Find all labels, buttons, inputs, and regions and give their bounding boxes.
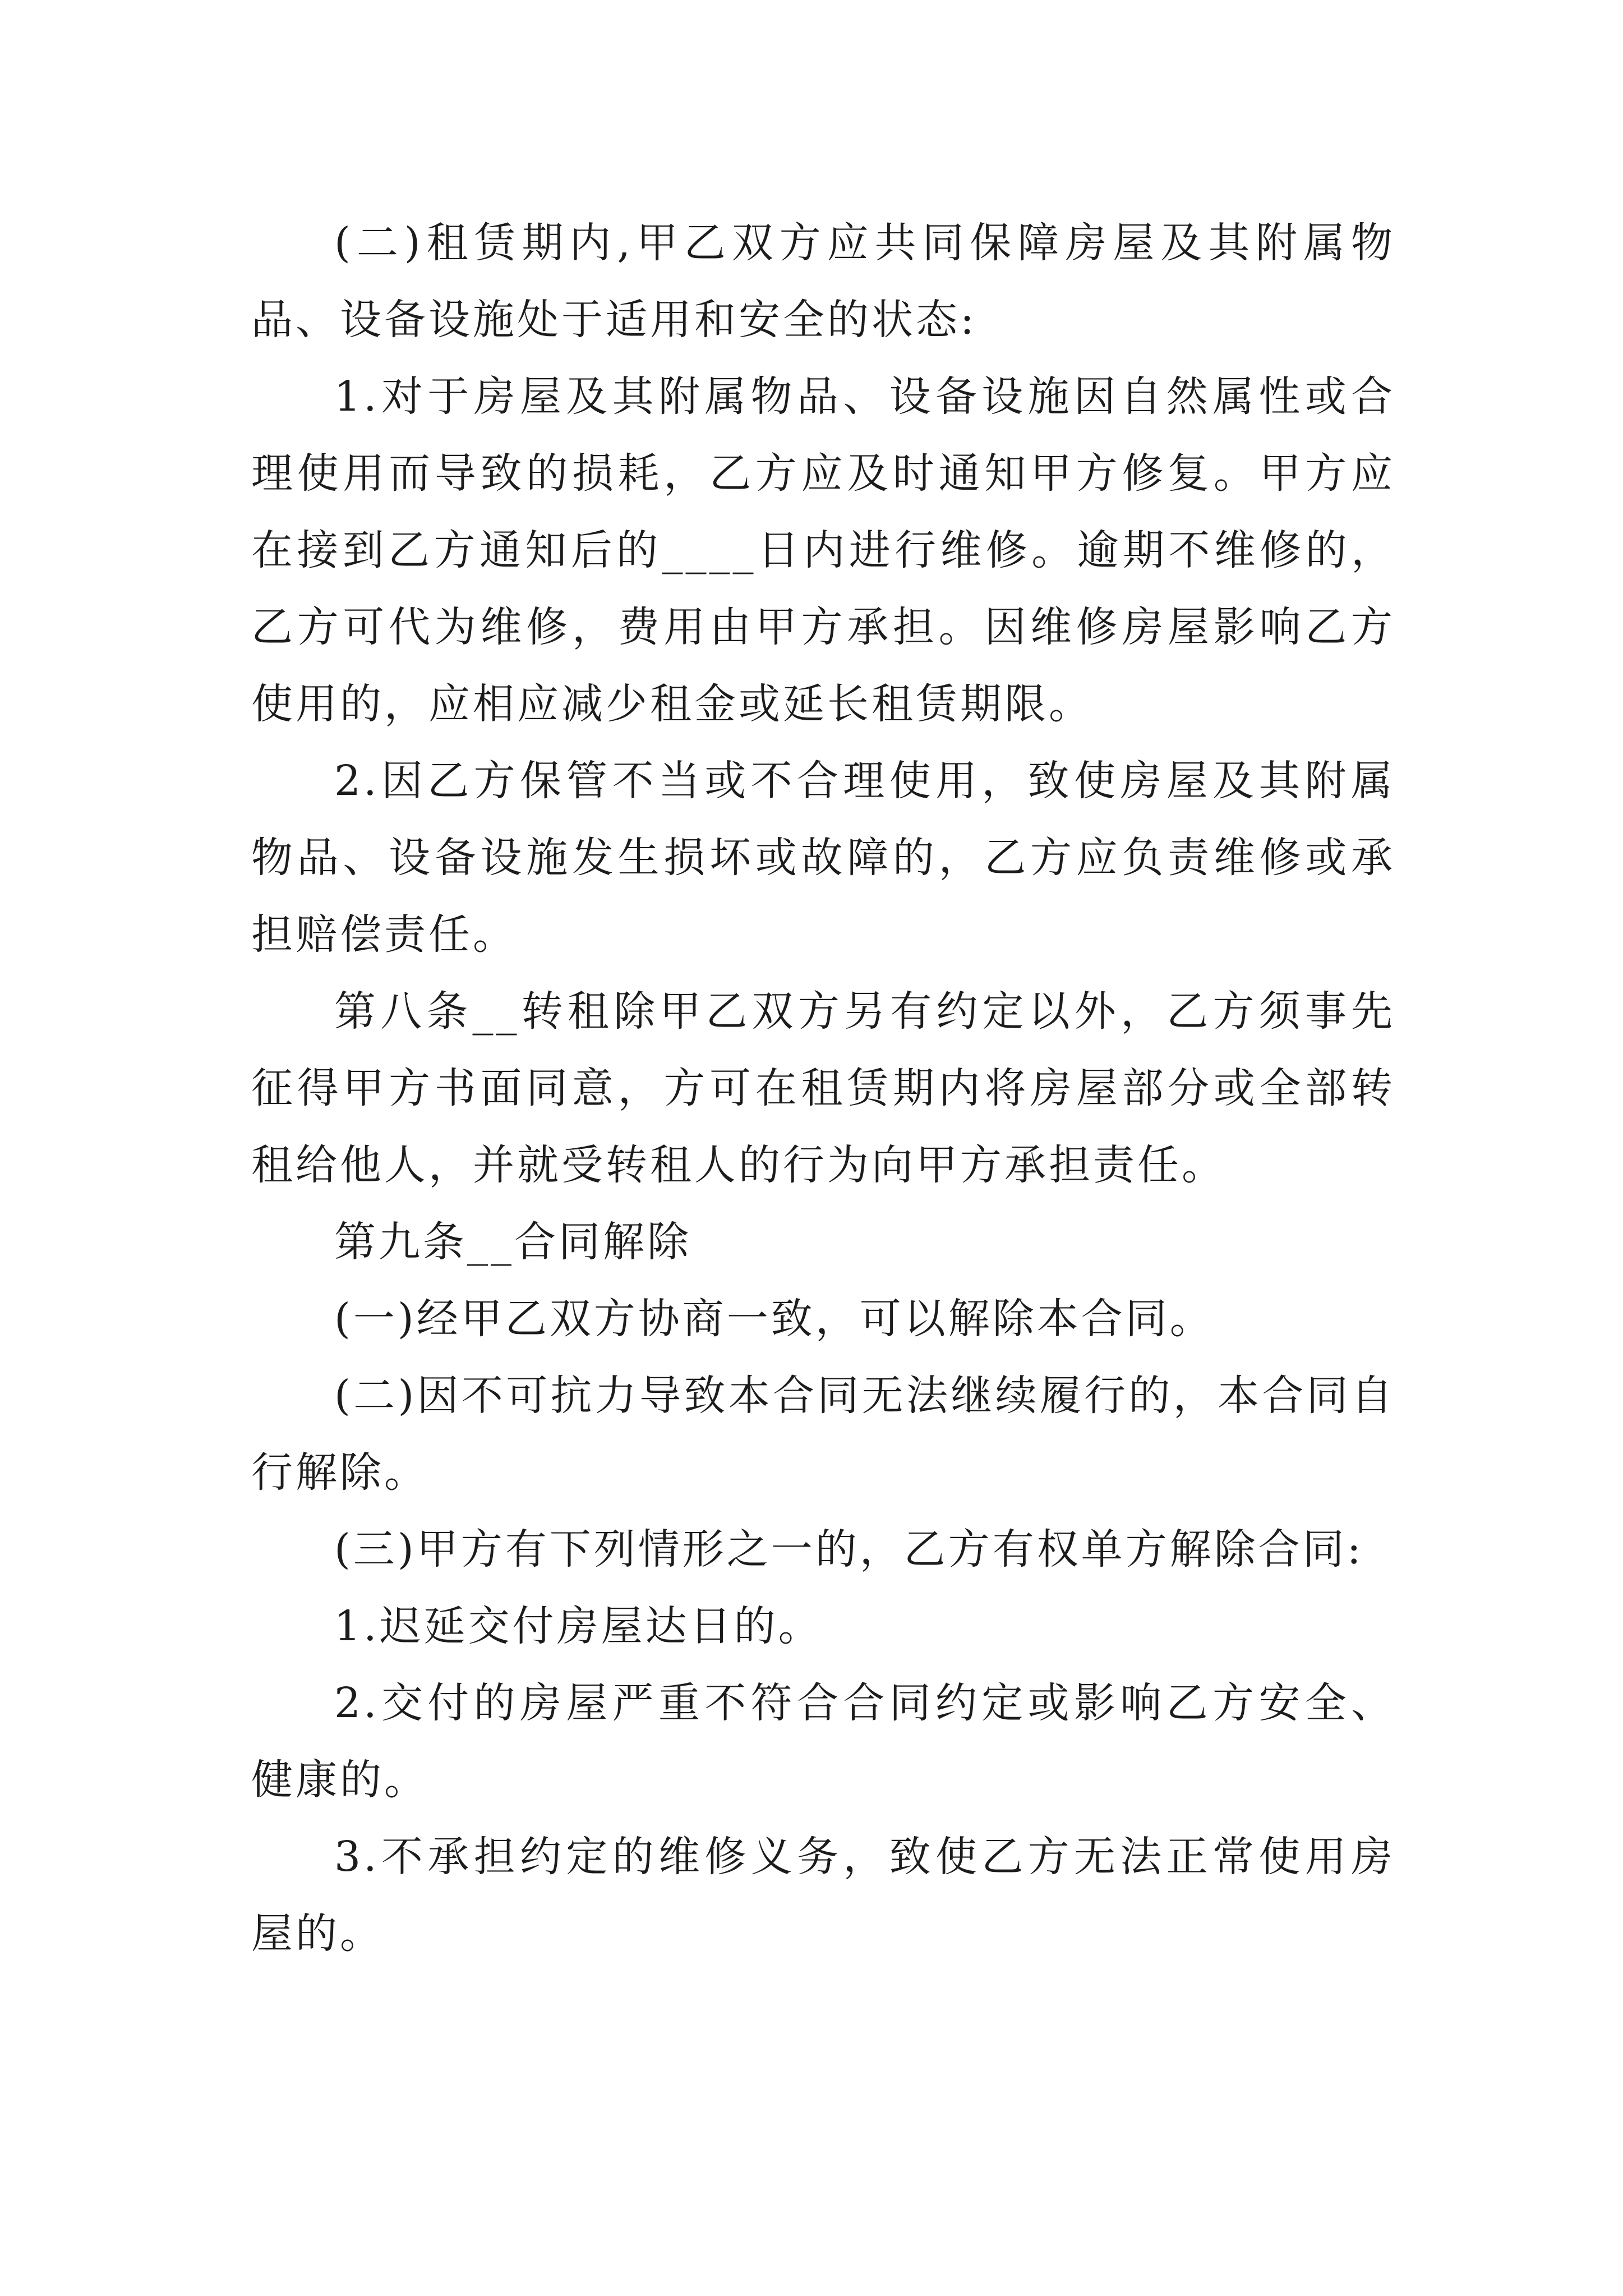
paragraph-termination-3-item-3: 3.不承担约定的维修义务，致使乙方无法正常使用房屋的。 (251, 1833, 1395, 1958)
paragraph-clause-2-maintenance: (二)租赁期内,甲乙双方应共同保障房屋及其附属物品、设备设施处于适用和安全的状态: (251, 219, 1395, 344)
paragraph-article-8-sublease: 第八条__转租除甲乙双方另有约定以外，乙方须事先征得甲方书面同意，方可在租赁期内将房屋部分或全部转租给他人，并就受转租人的行为向甲方承担责任。 (251, 987, 1395, 1189)
paragraph-termination-3: (三)甲方有下列情形之一的，乙方有权单方解除合同: (334, 1525, 1364, 1573)
paragraph-item-1-natural-wear: 1.对于房屋及其附属物品、设备设施因自然属性或合理使用而导致的损耗，乙方应及时通知甲方修复。甲方应在接到乙方通知后的____日内进行维修。逾期不维修的，乙方可代为维修，费用由甲方承担。因维修房屋影响乙方使用的，应相应减少租金或延长租赁期限。 (251, 372, 1395, 728)
document-body (251, 205, 1395, 1972)
paragraph-termination-3-item-1: 1.迟延交付房屋达日的。 (334, 1602, 823, 1650)
paragraph-termination-3-item-2: 2.交付的房屋严重不符合合同约定或影响乙方安全、健康的。 (251, 1679, 1395, 1804)
heading-article-9-termination: 第九条__合同解除 (334, 1218, 691, 1266)
paragraph-termination-2: (二)因不可抗力导致本合同无法继续履行的，本合同自行解除。 (251, 1372, 1395, 1497)
paragraph-item-2-tenant-damage: 2.因乙方保管不当或不合理使用，致使房屋及其附属物品、设备设施发生损坏或故障的，乙方应负责维修或承担赔偿责任。 (251, 757, 1395, 959)
paragraph-termination-1: (一)经甲乙双方协商一致，可以解除本合同。 (334, 1295, 1214, 1343)
